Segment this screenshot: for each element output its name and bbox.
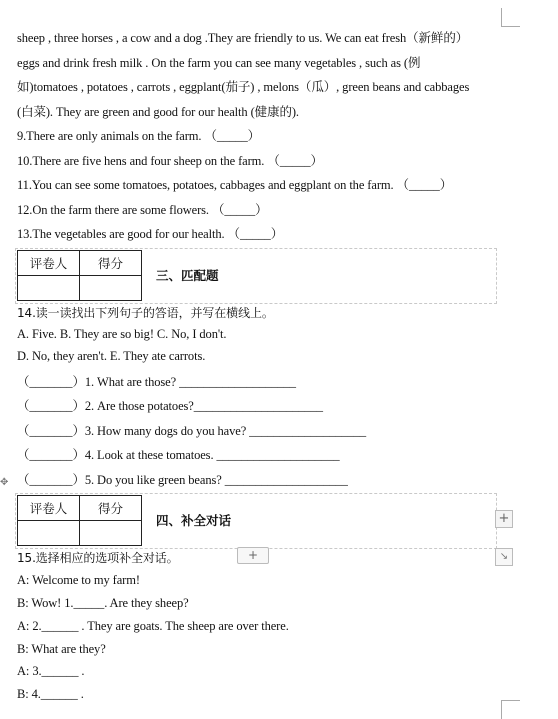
section-title: 四、补全对话 — [156, 513, 232, 528]
passage-line: (白菜). They are green and good for our health (健康的). — [17, 105, 299, 119]
score-table — [17, 495, 142, 546]
dialogue-line: A: 2.______ . They are goats. The sheep are over there. — [17, 619, 289, 633]
dialogue-line: B: What are they? — [17, 642, 106, 656]
question-10: 10.There are five hens and four sheep on the farm. （_____） — [17, 154, 323, 168]
section-header-matching — [15, 248, 497, 304]
question-13: 13.The vegetables are good for our health. （_____） — [17, 227, 284, 241]
passage-line: eggs and drink fresh milk . On the farm you can see many vegetables , such as (例 — [17, 56, 421, 70]
dialogue-line: A: 3.______ . — [17, 664, 85, 678]
score-label: 得分 — [80, 251, 142, 276]
matching-item: （_______）5. Do you like green beans? ____________________ — [17, 473, 348, 487]
add-row-button[interactable]: + — [237, 547, 269, 564]
table-resize-icon[interactable]: ↘ — [495, 548, 513, 566]
section-header-dialogue — [15, 493, 497, 549]
page-corner-mark-top — [501, 8, 520, 27]
grader-label: 评卷人 — [18, 251, 80, 276]
question-15-instruction: 15.选择相应的选项补全对话。 — [17, 551, 179, 565]
matching-item: （_______）4. Look at these tomatoes. ____________________ — [17, 448, 340, 462]
grader-cell[interactable] — [18, 521, 80, 546]
add-column-button[interactable]: + — [495, 510, 513, 528]
dialogue-line: B: 4.______ . — [17, 687, 84, 701]
matching-item: （_______）2. Are those potatoes?_____________________ — [17, 399, 323, 413]
table-move-icon[interactable]: ✥ — [0, 477, 9, 488]
question-9: 9.There are only animals on the farm. （_____） — [17, 129, 260, 143]
question-14-instruction: 14.读一读找出下列句子的答语，并写在横线上。 — [17, 306, 274, 320]
dialogue-line: B: Wow! 1._____. Are they sheep? — [17, 596, 189, 610]
grader-cell[interactable] — [18, 276, 80, 301]
score-table — [17, 250, 142, 301]
passage-line: 如)tomatoes , potatoes , carrots , eggplant(茄子) , melons（瓜）, green beans and cabbages — [17, 80, 470, 94]
matching-item: （_______）1. What are those? ___________________ — [17, 375, 296, 389]
passage-line: sheep , three horses , a cow and a dog .They are friendly to us. We can eat fresh（新鲜的） — [17, 31, 469, 45]
score-cell[interactable] — [80, 521, 142, 546]
score-label: 得分 — [80, 496, 142, 521]
question-11: 11.You can see some tomatoes, potatoes, cabbages and eggplant on the farm. （_____） — [17, 178, 453, 192]
matching-options: A. Five. B. They are so big! C. No, I don't. — [17, 327, 227, 341]
page-corner-mark-bottom — [501, 700, 520, 719]
matching-item: （_______）3. How many dogs do you have? ___________________ — [17, 424, 367, 438]
section-title: 三、匹配题 — [156, 268, 219, 283]
question-12: 12.On the farm there are some flowers. （_____） — [17, 203, 268, 217]
score-cell[interactable] — [80, 276, 142, 301]
matching-options: D. No, they aren't. E. They ate carrots. — [17, 349, 206, 363]
dialogue-line: A: Welcome to my farm! — [17, 573, 140, 587]
grader-label: 评卷人 — [18, 496, 80, 521]
